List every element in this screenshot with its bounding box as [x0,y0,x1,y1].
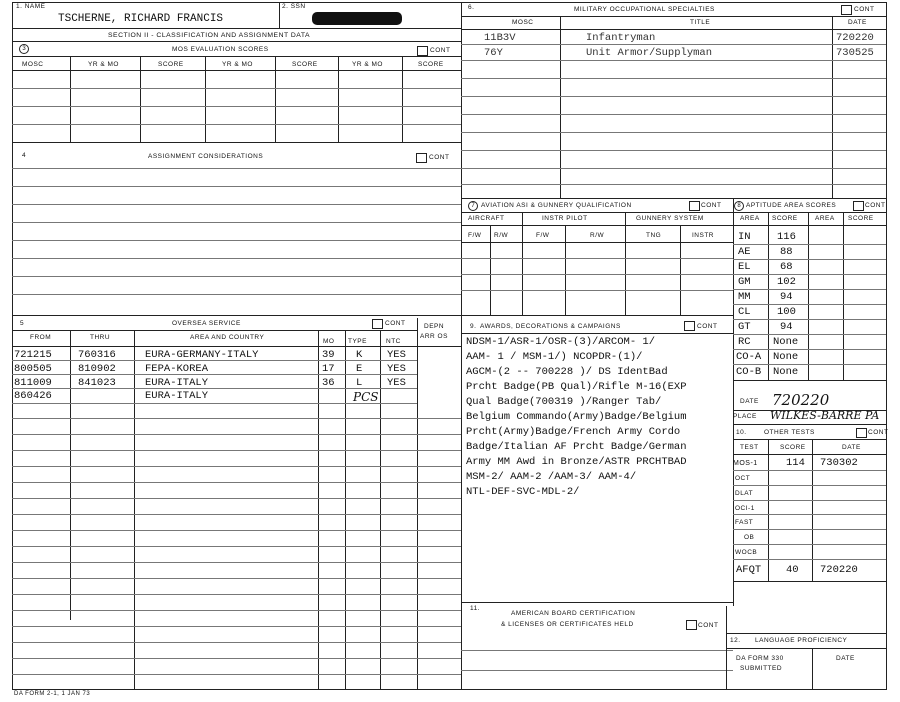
form-footer: DA FORM 2-1, 1 JAN 73 [14,691,91,697]
oversea-vline [417,318,418,689]
oversea-header-line [12,330,417,331]
assignment-line [12,276,461,277]
aptitude-date-label: DATE [740,398,759,405]
assignment-line [12,168,461,169]
aviation-cont-checkbox[interactable] [689,201,700,211]
mil-occ-col-line [461,29,886,30]
oversea-title: OVERSEA SERVICE [172,320,241,327]
aptitude-area-gt: GT [738,321,751,333]
oversea-vline [318,330,319,689]
aviation-vline [680,225,681,315]
awards-line: Qual Badge(700319 )/Ranger Tab/ [466,396,662,408]
oversea-row-3-thru: 841023 [78,377,116,389]
aptitude-col-area-2: AREA [815,215,835,222]
awards-cont-checkbox[interactable] [684,321,695,331]
oversea-col-thru: THRU [90,334,111,341]
board-number: 11. [470,605,481,612]
aviation-vline [490,225,491,315]
oversea-number: 5 [20,320,25,327]
board-line-1: AMERICAN BOARD CERTIFICATION [511,610,636,617]
frame-bottom [12,689,886,690]
other-tests-test-dlat: DLAT [735,490,754,497]
language-header-line [726,648,886,649]
assignment-number: 4 [22,152,27,159]
other-tests-test-oct: OCT [735,475,751,482]
aptitude-col-line [733,225,886,226]
oversea-row-line [12,594,461,595]
oversea-row-line [12,388,417,389]
mil-occ-col-title: TITLE [690,19,711,26]
oversea-row-3-mo: 36 [322,377,335,389]
mil-occ-row-line [461,184,886,185]
mos-eval-title: MOS EVALUATION SCORES [172,46,269,53]
other-tests-row-line [733,500,886,501]
oversea-row-2-thru: 810902 [78,363,116,375]
awards-line: Prcht Badge(PB Qual)/Rifle M-16(EXP [466,381,687,393]
aptitude-row-line [733,289,886,290]
awards-line: Badge/Italian AF Prcht Badge/German [466,441,687,453]
aviation-sub-instr: INSTR [692,232,714,239]
frame-top [12,2,886,3]
aviation-row-line [461,274,733,275]
oversea-row-4-from: 860426 [14,390,52,402]
mos-eval-bottom-line [12,142,461,143]
awards-line: Prcht(Army)Badge/French Army Cordo [466,426,681,438]
mos-eval-row-line [12,88,461,89]
language-top-line [726,633,886,634]
other-tests-col-line [733,454,886,455]
other-tests-test-afqt: AFQT [736,564,762,576]
aptitude-cont-checkbox[interactable] [853,201,864,211]
assignment-line [12,294,461,295]
mil-occ-row-2-title: Unit Armor/Supplyman [586,47,713,59]
aviation-number: 7 [468,201,478,211]
mos-eval-col-score-1: SCORE [158,61,184,68]
oversea-row-4-area: EURA-ITALY [145,390,209,402]
other-tests-bottom-line [733,581,886,582]
oversea-row-3-from: 811009 [14,377,52,389]
mos-eval-row-line [12,124,461,125]
language-submitted-label: SUBMITTED [740,665,783,672]
mos-eval-col-score-3: SCORE [418,61,444,68]
oversea-row-1-mo: 39 [322,349,335,361]
aviation-row-line [461,290,733,291]
oversea-row-3-type: L [356,377,363,389]
mil-occ-row-2-date: 730525 [836,47,874,59]
mos-eval-row-line [12,106,461,107]
board-cont-label: CONT [698,622,719,629]
language-form-label: DA FORM 330 [736,655,784,662]
frame-right [886,2,887,690]
other-tests-number: 10. [736,429,747,436]
mos-eval-vline [140,56,141,142]
ssn-redaction [312,12,402,25]
aptitude-row-line [733,334,886,335]
aviation-sub-rw-1: R/W [494,232,509,239]
oversea-row-line [12,642,461,643]
awards-number: 9. [470,323,477,330]
mil-occ-row-2-mosc: 76Y [484,47,503,59]
section-title-line [12,41,461,42]
awards-line: Army MM Awd in Bronze/ASTR PRCHTBAD [466,456,687,468]
mil-occ-header-line [461,16,886,17]
aviation-vline [625,212,626,315]
assignment-cont-checkbox[interactable] [416,153,427,163]
aviation-vline [565,225,566,315]
aviation-sub-fw-2: F/W [536,232,550,239]
aptitude-date-value: 720220 [772,391,830,409]
awards-line: NTL-DEF-SVC-MDL-2/ [466,486,580,498]
mil-occ-row-1-mosc: 11B3V [484,32,516,44]
oversea-row-3-ntc: YES [387,377,406,389]
ssn-label: 2. SSN [282,3,306,10]
mil-occ-row-line [461,44,886,45]
oversea-row-line [12,562,461,563]
name-value: TSCHERNE, RICHARD FRANCIS [58,13,224,25]
other-tests-score-afqt: 40 [786,564,799,576]
oversea-row-line [12,514,461,515]
oversea-row-line [12,450,461,451]
mos-eval-cont-checkbox[interactable] [417,46,428,56]
aviation-cont-label: CONT [701,202,722,209]
oversea-row-line [12,530,461,531]
aptitude-area-el: EL [738,261,751,273]
oversea-vline [134,330,135,689]
other-tests-test-wocb: WOCB [735,549,758,556]
other-tests-row-line [733,559,886,560]
oversea-row-line [12,374,417,375]
aptitude-area-ae: AE [738,246,751,258]
oversea-row-line [12,546,461,547]
oversea-row-line [12,434,461,435]
oversea-row-2-mo: 17 [322,363,335,375]
oversea-depn-label: DEPN [424,323,445,330]
mos-eval-number: 3 [19,44,29,54]
aptitude-score-in: 116 [777,231,796,243]
other-tests-test-mos1: MOS-1 [733,460,758,467]
mil-occ-row-line [461,132,886,133]
aptitude-area-rc: RC [738,336,751,348]
mil-occ-col-date: DATE [848,19,867,26]
mos-eval-vline [402,56,403,142]
oversea-row-1-thru: 760316 [78,349,116,361]
awards-line: NDSM-1/ASR-1/OSR-(3)/ARCOM- 1/ [466,336,656,348]
assignment-line [12,204,461,205]
aptitude-row-line [733,364,886,365]
assignment-cont-label: CONT [429,154,450,161]
mil-occ-title: MILITARY OCCUPATIONAL SPECIALTIES [574,6,715,13]
aviation-row-line [461,258,733,259]
aviation-sub-fw-1: F/W [468,232,482,239]
oversea-row-line [12,403,417,404]
oversea-col-from: FROM [30,334,52,341]
language-date-label: DATE [836,655,855,662]
aptitude-area-cl: CL [738,306,751,318]
aptitude-rows-bottom [733,380,886,381]
mos-eval-col-yrmo-3: YR & MO [352,61,383,68]
mos-eval-col-score-2: SCORE [292,61,318,68]
aviation-col-aircraft: AIRCRAFT [468,215,505,222]
aptitude-cont-label: CONT [865,202,886,209]
other-tests-test-oci: OCI-1 [735,505,755,512]
aptitude-number: 8 [734,201,744,211]
aptitude-area-mm: MM [738,291,751,303]
awards-line: MSM-2/ AAM-2 /AAM-3/ AAM-4/ [466,471,637,483]
aviation-title: AVIATION ASI & GUNNERY QUALIFICATION [481,202,632,209]
language-number: 12. [730,637,741,644]
aptitude-score-gt: 94 [780,321,793,333]
aptitude-row-line [733,304,886,305]
oversea-row-1-ntc: YES [387,349,406,361]
aviation-col-gunnery: GUNNERY SYSTEM [636,215,704,222]
aptitude-col-area-1: AREA [740,215,760,222]
awards-title: AWARDS, DECORATIONS & CAMPAIGNS [480,323,621,330]
oversea-vline [345,330,346,689]
aptitude-place-label: PLACE [733,413,757,420]
awards-line: AAM- 1 / MSM-1/) NCOPDR-(1)/ [466,351,643,363]
other-tests-score-mos1: 114 [786,457,805,469]
aptitude-vline [808,212,809,380]
mos-eval-header-line [12,56,461,57]
assignment-line [12,222,461,223]
board-line [461,670,733,671]
awards-line: Belgium Commando(Army)Badge/Belgium [466,411,687,423]
aptitude-score-ae: 88 [780,246,793,258]
aptitude-col-score-2: SCORE [848,215,874,222]
mos-eval-vline [70,56,71,142]
aptitude-row-line [733,274,886,275]
mos-eval-col-mosc: MOSC [22,61,44,68]
oversea-row-1-from: 721215 [14,349,52,361]
oversea-vline [380,330,381,689]
oversea-row-line [12,578,461,579]
mil-occ-row-1-title: Infantryman [586,32,656,44]
aptitude-score-gm: 102 [777,276,796,288]
assignment-title: ASSIGNMENT CONSIDERATIONS [148,153,264,160]
aptitude-area-co-a: CO-A [736,351,762,363]
aviation-vline [522,212,523,315]
oversea-col-type: TYPE [348,338,367,345]
oversea-row-line [12,360,417,361]
mos-eval-col-yrmo-1: YR & MO [88,61,119,68]
aptitude-score-co-a: None [773,351,799,363]
mil-occ-number: 6. [468,4,475,11]
other-tests-col-test: TEST [740,444,759,451]
aptitude-area-in: IN [738,231,751,243]
mil-occ-row-line [461,96,886,97]
aviation-col-instr-pilot: INSTR PILOT [542,215,588,222]
aptitude-vline [768,212,769,380]
awards-bottom-line [461,602,733,603]
mos-eval-col-yrmo-2: YR & MO [222,61,253,68]
oversea-row-line [12,626,461,627]
other-tests-row-line [733,529,886,530]
mil-occ-bottom-line [461,198,886,199]
aptitude-score-el: 68 [780,261,793,273]
ssn-divider [279,2,280,28]
oversea-row-1-area: EURA-GERMANY-ITALY [145,349,259,361]
other-tests-test-ob: OB [744,534,755,541]
other-tests-test-fast: FAST [735,519,754,526]
other-tests-title: OTHER TESTS [764,429,815,436]
mos-eval-vline [205,56,206,142]
other-tests-row-line [733,485,886,486]
oversea-row-line [12,674,461,675]
oversea-cont-checkbox[interactable] [372,319,383,329]
other-tests-row-line [733,470,886,471]
section-title: SECTION II - CLASSIFICATION AND ASSIGNMENT DATA [108,32,311,39]
aviation-header-line [461,212,886,213]
aviation-sub-tng: TNG [646,232,662,239]
oversea-row-2-area: FEPA-KOREA [145,363,209,375]
oversea-row-1-type: K [356,349,363,361]
oversea-col-line [12,346,461,347]
aptitude-col-score-1: SCORE [772,215,798,222]
aviation-col-line [461,242,733,243]
assignment-line [12,258,461,259]
other-tests-cont-checkbox[interactable] [856,428,867,438]
aptitude-area-co-b: CO-B [736,366,762,378]
oversea-row-line [12,482,461,483]
oversea-col-ntc: NTC [386,338,401,345]
assignment-line [12,240,461,241]
mil-occ-row-line [461,168,886,169]
aptitude-score-rc: None [773,336,799,348]
awards-cont-label: CONT [697,323,718,330]
other-tests-row-line [733,544,886,545]
oversea-row-4-handwritten-type: PCS [353,390,379,404]
assignment-line [12,186,461,187]
aviation-bottom-line [461,315,733,316]
aptitude-row-line [733,319,886,320]
mil-occ-row-line [461,150,886,151]
aviation-sub-rw-2: R/W [590,232,605,239]
oversea-col-area: AREA AND COUNTRY [190,334,265,341]
oversea-row-line [12,610,461,611]
oversea-row-3-area: EURA-ITALY [145,377,209,389]
other-tests-date-afqt: 720220 [820,564,858,576]
aptitude-score-mm: 94 [780,291,793,303]
aptitude-place-line [733,424,886,425]
aptitude-row-line [733,244,886,245]
other-tests-cont-label: CONT [868,429,889,436]
frame-middle [461,2,462,690]
mil-occ-row-line [461,114,886,115]
oversea-cont-label: CONT [385,320,406,327]
aptitude-title: APTITUDE AREA SCORES [746,202,837,209]
oversea-row-2-ntc: YES [387,363,406,375]
oversea-arr-os-label: ARR OS [420,333,448,340]
aptitude-score-co-b: None [773,366,799,378]
language-vline [812,648,813,689]
aptitude-score-cl: 100 [777,306,796,318]
oversea-col-mo: MO [323,338,335,345]
name-label: 1. NAME [16,3,46,10]
mil-occ-cont-checkbox[interactable] [841,5,852,15]
other-tests-col-date: DATE [842,444,861,451]
oversea-row-line [12,418,461,419]
mos-eval-vline [275,56,276,142]
aptitude-place-value: WILKES-BARRE PA [770,409,880,422]
mil-occ-row-line [461,78,886,79]
oversea-row-line [12,658,461,659]
mil-occ-row-line [461,60,886,61]
language-title: LANGUAGE PROFICIENCY [755,637,848,644]
assignment-bottom-line [12,315,461,316]
board-line [461,650,733,651]
oversea-row-line [12,498,461,499]
awards-line: AGCM-(2 -- 700228 )/ DS IdentBad [466,366,668,378]
mil-occ-col-mosc: MOSC [512,19,534,26]
header-bottom-line [12,28,461,29]
aptitude-row-line [733,349,886,350]
mil-occ-cont-label: CONT [854,6,875,13]
board-cont-checkbox[interactable] [686,620,697,630]
other-tests-header-line [733,439,886,440]
other-tests-date-mos1: 730302 [820,457,858,469]
other-tests-col-score: SCORE [780,444,806,451]
oversea-row-2-type: E [356,363,363,375]
mos-eval-col-line [12,70,461,71]
aviation-subheader-line [461,225,733,226]
aptitude-area-gm: GM [738,276,751,288]
mil-occ-row-1-date: 720220 [836,32,874,44]
board-line-2: & LICENSES OR CERTIFICATES HELD [501,621,634,628]
aptitude-row-line [733,259,886,260]
mos-eval-vline [338,56,339,142]
aptitude-vline [843,212,844,380]
oversea-row-line [12,466,461,467]
awards-header-line [461,333,733,334]
oversea-row-2-from: 800505 [14,363,52,375]
mos-eval-cont-label: CONT [430,47,451,54]
other-tests-row-line [733,514,886,515]
